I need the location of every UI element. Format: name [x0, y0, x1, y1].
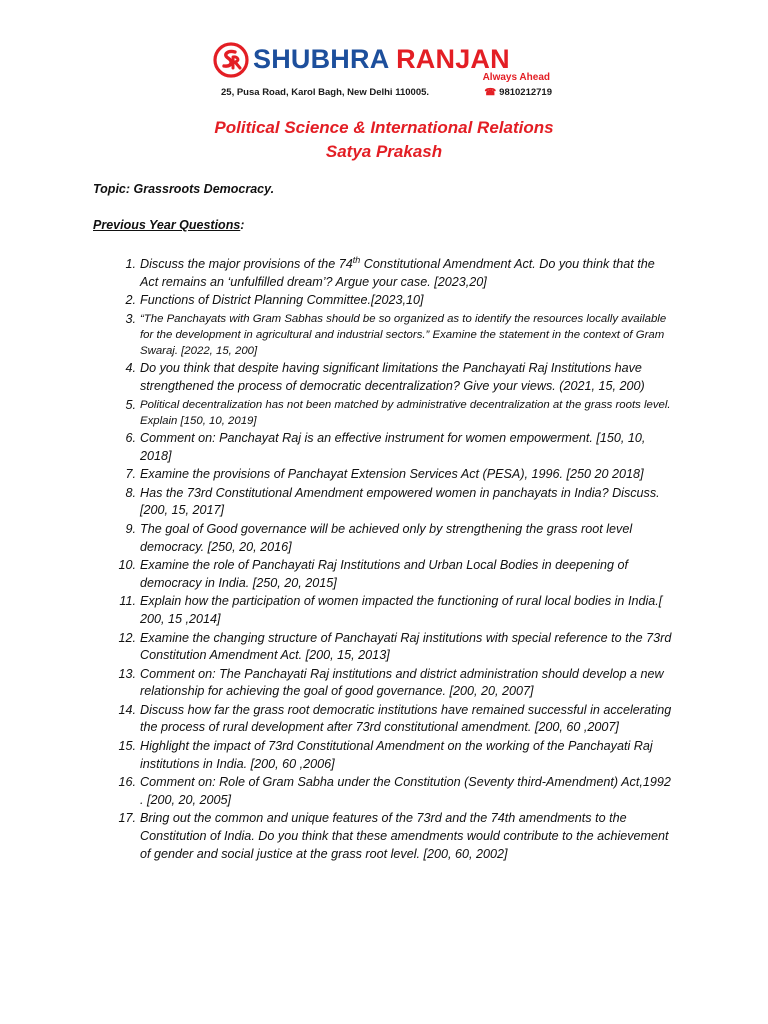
brand-name [253, 42, 510, 76]
question-text: Discuss the major provisions of the 74 [140, 257, 353, 271]
question-number: 8. [125, 485, 136, 500]
question-number: 3. [125, 311, 136, 326]
question-item [110, 630, 675, 665]
question-item [110, 256, 675, 291]
question-text: Bring out the common and unique features of the 73rd and the 74th amendments to the Constitution of India. Do you think that these amendments would contribute to the achievement of gender and social justice at the grass root level. [200, 60, 2002] [140, 811, 669, 861]
question-number: 10. [118, 558, 136, 573]
question-text: Examine the role of Panchayati Raj Institutions and Urban Local Bodies in deepening of democracy in India. [250, 20, 2015] [140, 558, 628, 590]
brand-tagline: Always Ahead [482, 72, 550, 83]
question-text: Political decentralization has not been matched by administrative decentralization at the grass roots level. Explain [150, 10, 2019] [140, 398, 671, 427]
question-item [110, 430, 675, 465]
question-number: 1. [125, 257, 136, 271]
phone-number: 9810212719 [499, 87, 552, 98]
question-number: 9. [125, 521, 136, 536]
question-text: Examine the changing structure of Panchayati Raj institutions with special reference to the 73rd Constitution Amendment Act. [200, 15, 2013] [140, 630, 672, 663]
question-number: 2. [125, 293, 136, 308]
question-text: Do you think that despite having significant limitations the Panchayati Raj Institutions have strengthened the process of democratic decentralization? Give your views. (2021, 15, 200) [140, 361, 645, 393]
pyq-heading-colon: : [240, 218, 245, 232]
question-item [110, 485, 675, 520]
question-item [110, 666, 675, 701]
question-text: Highlight the impact of 73rd Constitutional Amendment on the working of the Panchayati Raj institutions in India. [200, 60 ,2006] [140, 739, 653, 771]
question-number: 16. [118, 775, 136, 790]
question-number: 11. [119, 594, 136, 609]
question-text: Discuss how far the grass root democratic institutions have remained successful in accelerating the process of rural development after 73rd constitutional amendment. [200, 60 ,2007] [140, 702, 672, 735]
question-text: Constitutional Amendment Act. Do you think that the Act remains an ‘unfulfilled dream’? Argue your case. [2023,20] [140, 257, 655, 289]
question-number: 7. [125, 467, 136, 482]
question-text: Comment on: The Panchayati Raj institutions and district administration should develop a new relationship for achieving the goal of good governance. [200, 20, 2007] [140, 666, 664, 699]
institute-phone [484, 87, 552, 98]
question-number: 12. [118, 630, 136, 645]
question-item [110, 466, 675, 484]
question-item [110, 810, 675, 863]
question-item [110, 702, 675, 737]
brand-name-part2: RANJAN [396, 44, 510, 74]
question-number: 15. [118, 739, 136, 754]
question-superscript: th [352, 254, 361, 265]
question-item [110, 397, 675, 429]
question-list [110, 256, 675, 864]
question-text: Comment on: Panchayat Raj is an effective instrument for women empowerment. [150, 10, 2018] [140, 430, 646, 463]
question-number: 5. [125, 397, 136, 412]
question-item [110, 360, 675, 395]
brand-header [213, 40, 558, 102]
question-text: Functions of District Planning Committee.[2023,10] [140, 293, 424, 308]
pyq-heading [93, 218, 244, 232]
question-item [110, 557, 675, 592]
institute-address: 25, Pusa Road, Karol Bagh, New Delhi 110005. [221, 87, 430, 98]
topic-heading: Topic: Grassroots Democracy. [93, 182, 275, 196]
sr-logo-icon [213, 42, 249, 78]
question-item [110, 774, 675, 809]
question-item [110, 521, 675, 556]
question-item [110, 738, 675, 773]
question-text: Has the 73rd Constitutional Amendment empowered women in panchayats in India? Discuss. [200, 15, 2017] [140, 485, 660, 518]
question-item [110, 292, 675, 310]
question-number: 17. [118, 811, 136, 826]
question-text: Comment on: Role of Gram Sabha under the Constitution (Seventy third-Amendment) Act,1992 . [200, 20, 2005] [140, 775, 671, 807]
question-item [110, 593, 675, 628]
question-number: 4. [125, 361, 136, 376]
question-text: Explain how the participation of women impacted the functioning of rural local bodies in India.[ 200, 15 ,2014] [140, 594, 663, 626]
question-number: 14. [118, 702, 136, 717]
question-text: Examine the provisions of Panchayat Extension Services Act (PESA), 1996. [250 20 2018] [140, 467, 644, 482]
author-title: Satya Prakash [325, 142, 443, 161]
subject-title: Political Science & International Relations [214, 118, 554, 137]
question-number: 6. [125, 430, 136, 445]
phone-icon: ☎ [484, 87, 497, 98]
question-number: 13. [118, 666, 136, 681]
question-item [110, 311, 675, 360]
pyq-heading-text: Previous Year Questions [93, 218, 241, 232]
brand-name-part1: SHUBHRA [253, 44, 389, 74]
question-text: The goal of Good governance will be achieved only by strengthening the grass root level democracy. [250, 20, 2016] [140, 521, 633, 554]
question-text: “The Panchayats with Gram Sabhas should be so organized as to identify the resources locally available for the development in agricultural and industrial sectors.” Examine the statement in the context of Gram Swaraj. [2022, 15, 200] [140, 312, 667, 358]
